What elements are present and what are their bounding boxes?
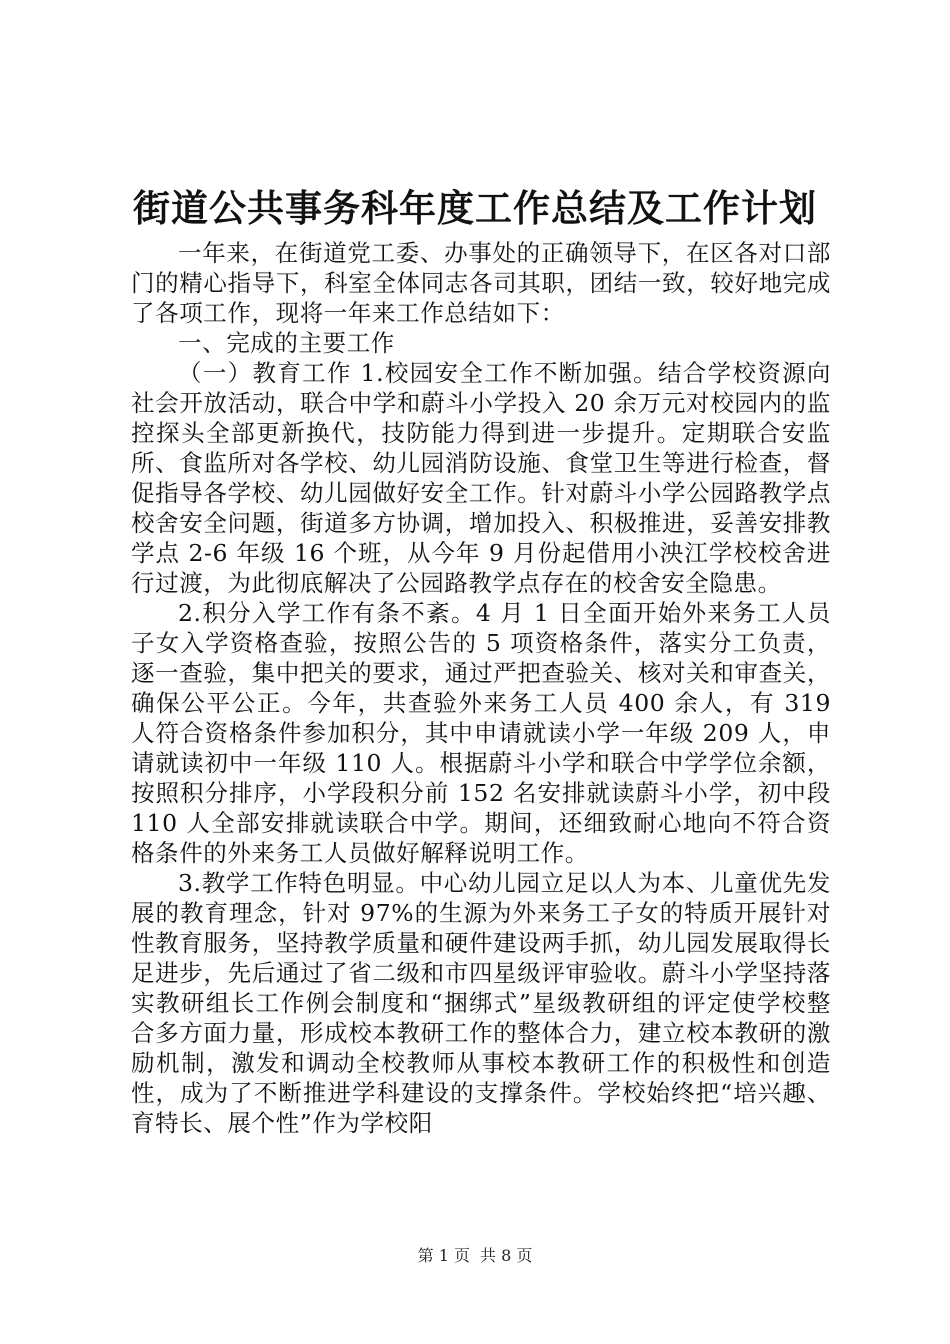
section-heading: 一、完成的主要工作 xyxy=(178,329,395,357)
page-total: 共 8 页 xyxy=(480,1246,533,1265)
teaching-paragraph: 3.教学工作特色明显。中心幼儿园立足以人为本、儿童优先发展的教育理念，针对 97%的生源为外来务工子女的特质开展针对性教育服务，坚持教学质量和硬件建设两手抓，幼儿园发展取得长足进步，先后通过了省二级和市四星级评审验收。蔚斗小学坚持落实教研组长工作例会制度和“捆绑式”星级教研组的评定使学校整合多方面力量，形成校本教研工作的整体合力，建立校本教研的激励机制，激发和调动全校教师从事校本教研工作的积极性和创造性，成为了不断推进学科建设的支撑条件。学校始终把“培兴趣、育特长、展个性”作为学校阳 xyxy=(131,869,831,1137)
document-body xyxy=(131,238,831,1138)
document-title: 街道公共事务科年度工作总结及工作计划 xyxy=(133,186,817,230)
page-number: 第 1 页 xyxy=(417,1246,470,1265)
education-paragraph: （一）教育工作 1.校园安全工作不断加强。结合学校资源向社会开放活动，联合中学和蔚斗小学投入 20 余万元对校园内的监控探头全部更新换代，技防能力得到进一步提升。定期联合安监所、食监所对各学校、幼儿园消防设施、食堂卫生等进行检查，督促指导各学校、幼儿园做好安全工作。针对蔚斗小学公园路教学点校舍安全问题，街道多方协调，增加投入、积极推进，妥善安排教学点 2-6 年级 16 个班，从今年 9 月份起借用小泱江学校校舍进行过渡，为此彻底解决了公园路教学点存在的校舍安全隐患。 xyxy=(131,359,831,597)
enrollment-paragraph: 2.积分入学工作有条不紊。4 月 1 日全面开始外来务工人员子女入学资格查验，按照公告的 5 项资格条件，落实分工负责，逐一查验，集中把关的要求，通过严把查验关、核对关和审查关，确保公平公正。今年，共查验外来务工人员 400 余人，有 319 人符合资格条件参加积分，其中申请就读小学一年级 209 人，申请就读初中一年级 110 人。根据蔚斗小学和联合中学学位余额，按照积分排序，小学段积分前 152 名安排就读蔚斗小学，初中段 110 人全部安排就读联合中学。期间，还细致耐心地向不符合资格条件的外来务工人员做好解释说明工作。 xyxy=(131,599,831,867)
page-footer xyxy=(0,1245,950,1267)
intro-paragraph: 一年来，在街道党工委、办事处的正确领导下，在区各对口部门的精心指导下，科室全体同志各司其职，团结一致，较好地完成了各项工作，现将一年来工作总结如下： xyxy=(131,239,831,327)
